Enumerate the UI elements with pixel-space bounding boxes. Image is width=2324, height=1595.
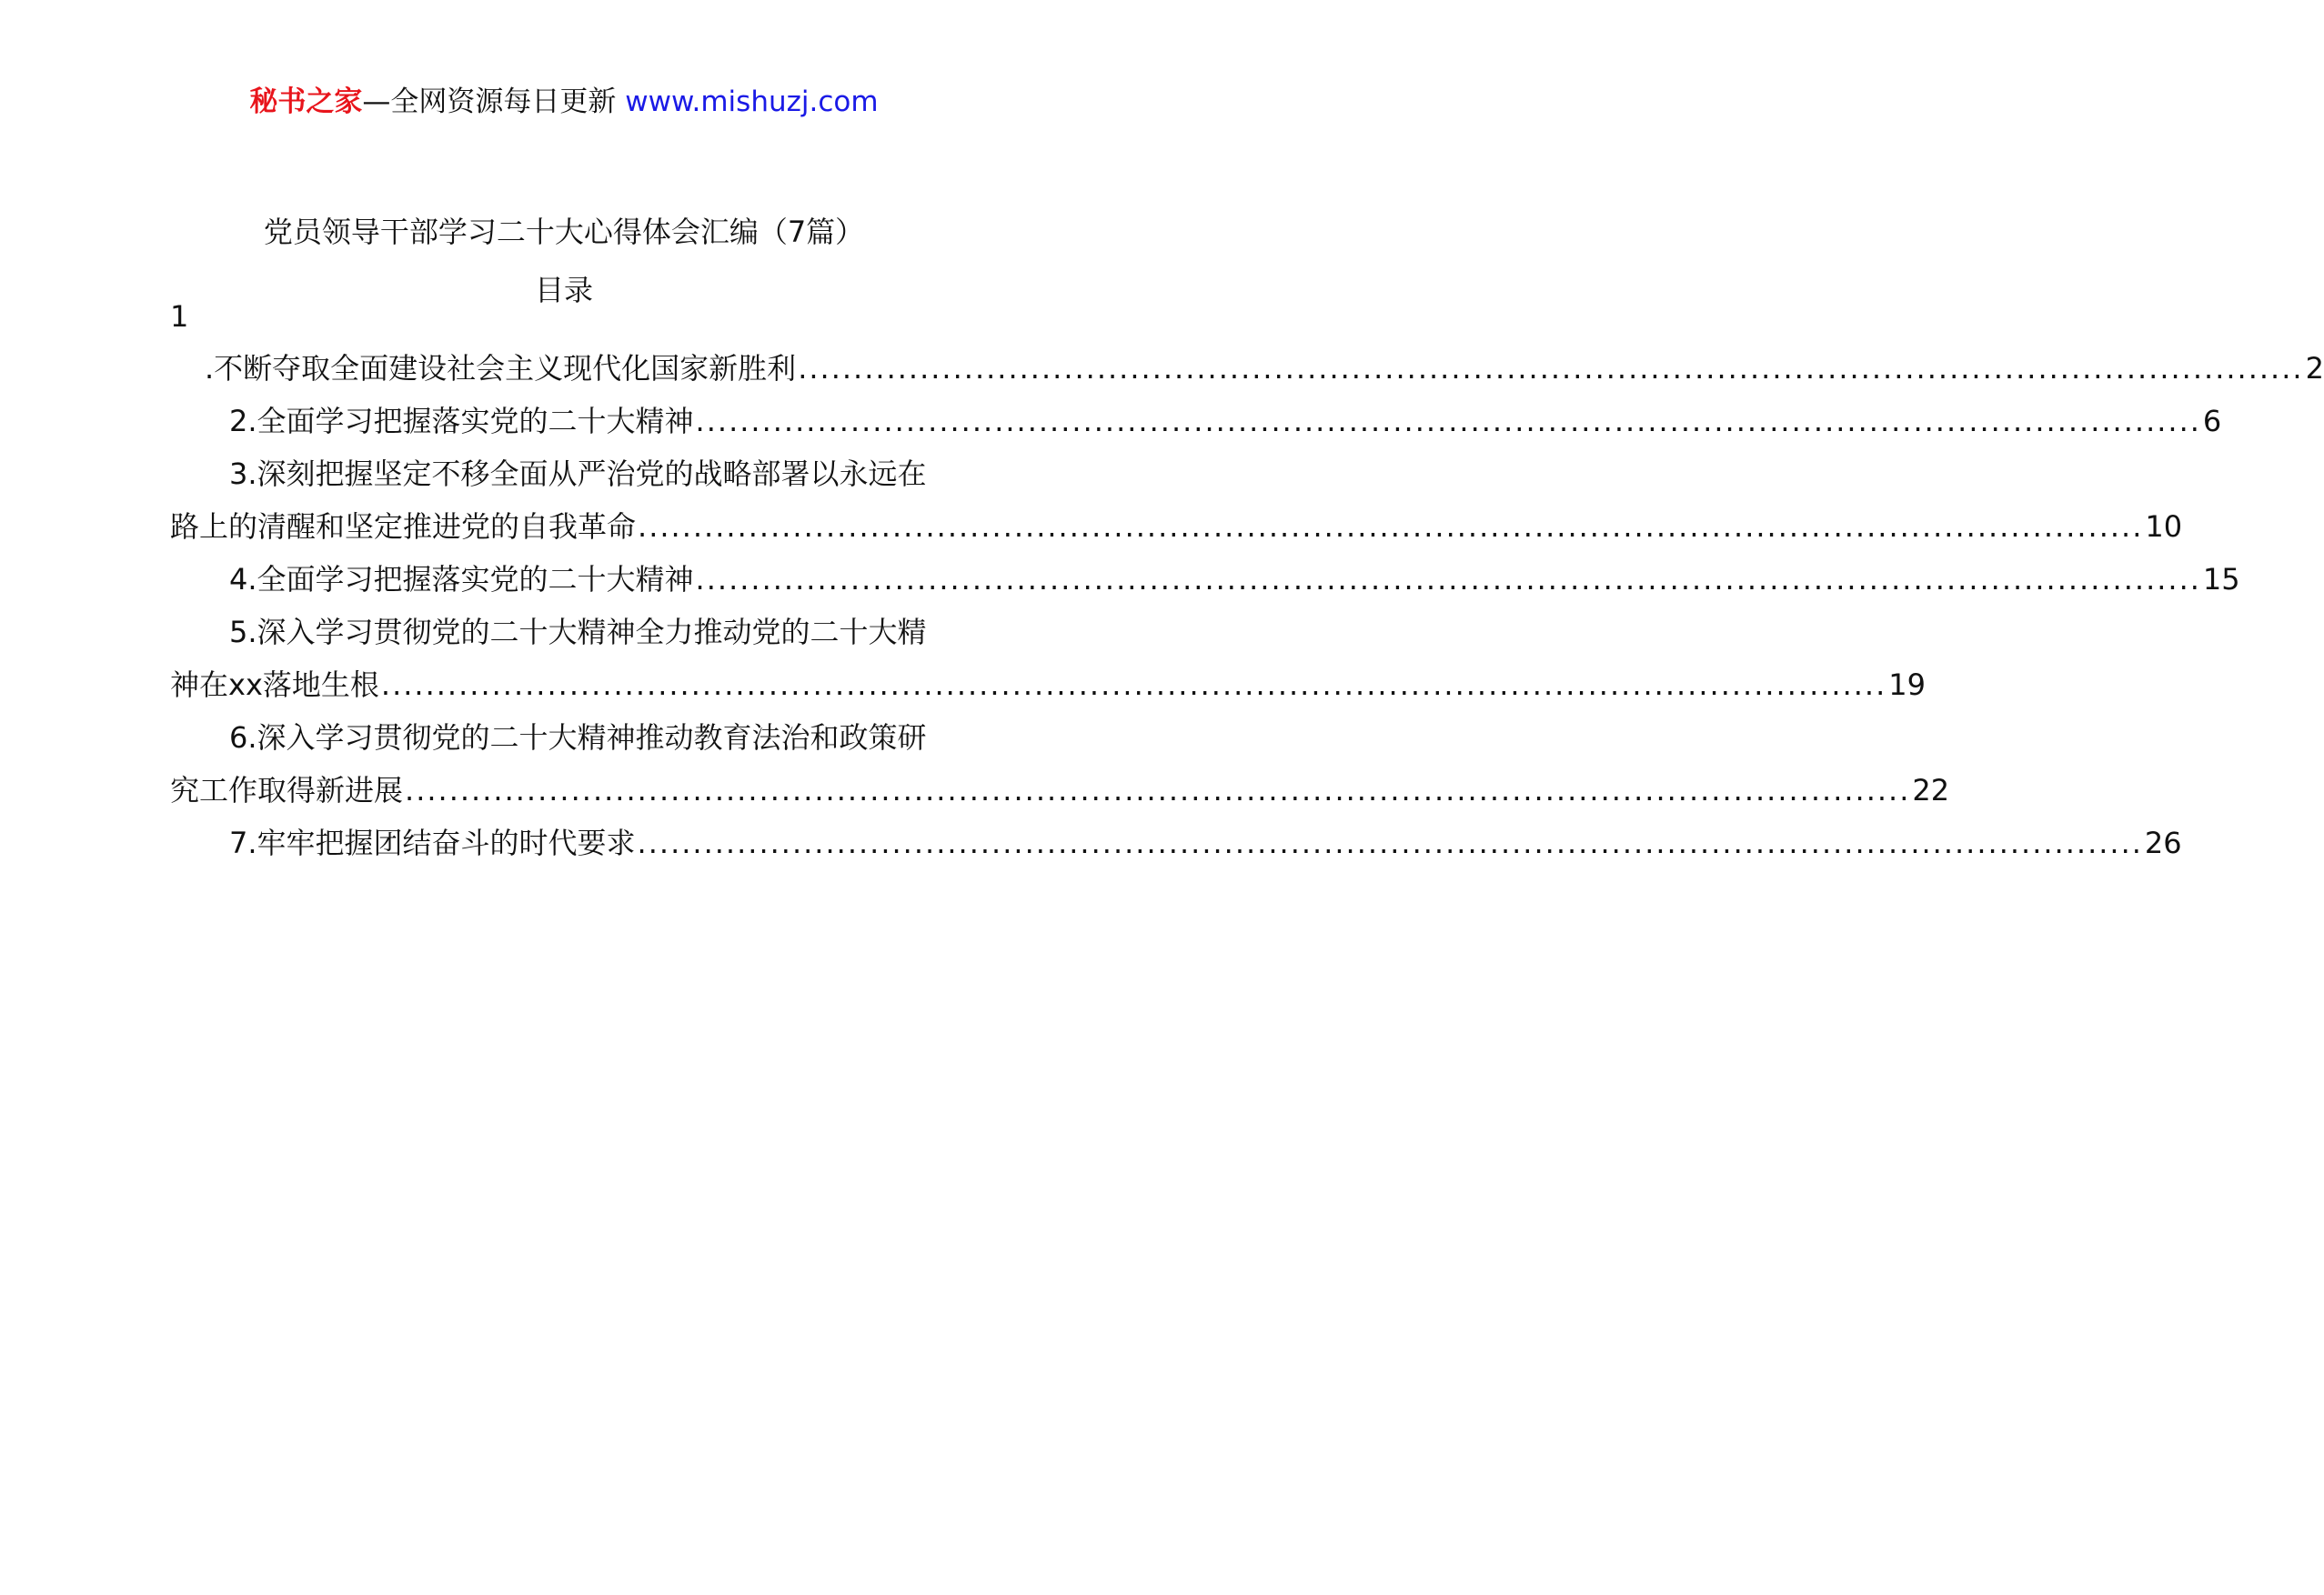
toc-leader-dots: ........................................................................................................................................ <box>405 773 1911 808</box>
toc-entry-6-line-a[interactable]: 6.深入学习贯彻党的二十大精神推动教育法治和政策研 <box>229 720 927 755</box>
toc-entry-3-text: 路上的清醒和坚定推进党的自我革命 <box>170 509 637 544</box>
toc-entry-1-text: .不断夺取全面建设社会主义现代化国家新胜利 <box>205 351 797 386</box>
toc-leader-dots: ........................................................................................................................................ <box>637 826 2143 860</box>
document-title: 党员领导干部学习二十大心得体会汇编（7篇） <box>263 215 865 249</box>
toc-entry-5-line-a[interactable]: 5.深入学习贯彻党的二十大精神全力推动党的二十大精 <box>229 615 927 649</box>
toc-entry-4[interactable] <box>229 559 2240 599</box>
toc-entry-6[interactable] <box>170 770 1950 810</box>
toc-leader-dots: ........................................................................................................................................ <box>695 562 2201 597</box>
toc-leader-dots: ........................................................................................................................................ <box>638 509 2144 544</box>
toc-entry-3[interactable] <box>170 507 2183 547</box>
brand-name: 秘书之家 <box>249 85 363 118</box>
toc-entry-1[interactable] <box>205 348 2324 388</box>
toc-leader-dots: ........................................................................................................................................ <box>695 404 2201 438</box>
site-url-link[interactable]: www.mishuzj.com <box>625 85 879 118</box>
toc-leader-dots: ........................................................................................................................................ <box>798 351 2304 386</box>
toc-leader-dots: ........................................................................................................................................ <box>380 667 1887 702</box>
toc-entry-1-page: 2 <box>2305 351 2324 386</box>
toc-entry-2[interactable] <box>229 401 2222 441</box>
header-tagline: —全网资源每日更新 <box>362 85 617 118</box>
toc-entry-2-page: 6 <box>2202 404 2222 438</box>
toc-entry-7[interactable] <box>229 823 2182 863</box>
toc-entry-2-text: 2.全面学习把握落实党的二十大精神 <box>229 404 694 438</box>
toc-entry-5-page: 19 <box>1888 667 1926 702</box>
toc-heading: 目录 <box>534 273 593 307</box>
toc-entry-4-text: 4.全面学习把握落实党的二十大精神 <box>229 562 694 597</box>
toc-entry-7-text: 7.牢牢把握团结奋斗的时代要求 <box>229 826 636 860</box>
toc-entry-4-page: 15 <box>2202 562 2240 597</box>
toc-entry-6-text: 究工作取得新进展 <box>170 773 404 808</box>
toc-entry-6-page: 22 <box>1912 773 1950 808</box>
toc-entry-5[interactable] <box>170 665 1926 705</box>
toc-entry-3-line-a[interactable]: 3.深刻把握坚定不移全面从严治党的战略部署以永远在 <box>229 456 927 491</box>
toc-entry-3-page: 10 <box>2145 509 2183 544</box>
site-header <box>0 84 1128 120</box>
toc-entry-7-page: 26 <box>2144 826 2182 860</box>
toc-entry-5-text: 神在xx落地生根 <box>170 667 379 702</box>
toc-number-line: 1 <box>170 299 189 334</box>
